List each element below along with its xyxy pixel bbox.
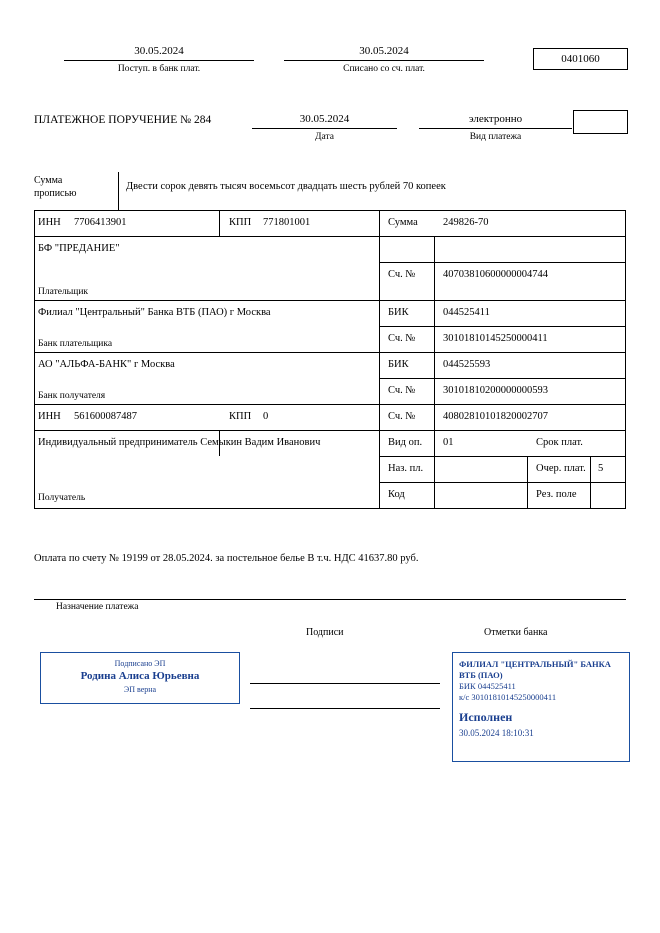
es-valid-label: ЭП верна — [123, 685, 157, 694]
payment-kind-caption: Вид платежа — [469, 132, 522, 142]
amount-label: Сумма — [388, 217, 418, 228]
payee-bank-account-value: 30101810200000000593 — [443, 385, 548, 396]
grid-line — [434, 236, 435, 508]
payee-account-value: 40802810101820002707 — [443, 411, 548, 422]
payment-purpose-caption: Назначение платежа — [56, 602, 139, 612]
received-date-caption: Поступ. в банк плат. — [117, 64, 201, 74]
payee-account-label: Сч. № — [388, 411, 416, 422]
payee-kpp-value: 0 — [263, 411, 269, 422]
payer-inn-value: 7706413901 — [74, 217, 127, 228]
document-date-value: 30.05.2024 — [252, 112, 397, 129]
payment-kind-value: электронно — [419, 112, 572, 129]
es-signer-name: Родина Алиса Юрьевна — [80, 670, 200, 682]
signatures-caption: Подписи — [306, 627, 344, 638]
payee-inn-label: ИНН — [38, 411, 61, 422]
signature-line-1 — [250, 683, 440, 684]
debited-from-account-block — [284, 44, 484, 75]
payee-inn-value: 561600087487 — [74, 411, 137, 422]
operation-kind-label: Вид оп. — [388, 437, 423, 448]
payer-bank-account-value: 30101810145250000411 — [443, 333, 548, 344]
amount-in-words-value: Двести сорок девять тысяч восемьсот двадцать шесть рублей 70 копеек — [126, 181, 446, 192]
payer-inn-label: ИНН — [38, 217, 61, 228]
document-title-row — [34, 112, 626, 144]
grid-line — [34, 430, 626, 431]
bank-stamp-status: Исполнен — [459, 710, 513, 724]
grid-line — [34, 508, 626, 509]
form-code-box: 0401060 — [533, 48, 628, 70]
grid-line — [379, 378, 626, 379]
empty-field-box — [573, 110, 628, 134]
document-date-block — [252, 112, 397, 143]
bank-execution-stamp — [452, 652, 630, 762]
payment-purpose-block — [34, 552, 626, 612]
payer-bank-caption: Банк плательщика — [38, 339, 113, 349]
bank-marks-caption: Отметки банка — [484, 627, 548, 638]
bank-stamp-branch-line1: ФИЛИАЛ "ЦЕНТРАЛЬНЫЙ" БАНКА — [459, 659, 611, 669]
priority-label: Очер. плат. — [536, 463, 586, 474]
payer-account-label: Сч. № — [388, 269, 416, 280]
payment-purpose-rule — [34, 599, 626, 600]
bank-stamp-bik: БИК 044525411 — [459, 681, 516, 691]
payee-kpp-label: КПП — [229, 411, 252, 422]
payee-bank-bik-value: 044525593 — [443, 359, 491, 370]
es-signed-label: Подписано ЭП — [114, 659, 166, 668]
payer-bank-bik-label: БИК — [388, 307, 409, 318]
amount-value: 249826-70 — [443, 217, 489, 228]
payment-kind-block — [419, 112, 572, 143]
signature-line-2 — [250, 708, 440, 709]
payment-term-label: Срок плат. — [536, 437, 583, 448]
grid-line — [379, 456, 626, 457]
received-date-value: 30.05.2024 — [64, 44, 254, 61]
grid-line — [379, 326, 626, 327]
payment-purpose-text: Оплата по счету № 19199 от 28.05.2024. за постельное белье В т.ч. НДС 41637.80 руб. — [34, 553, 419, 564]
code-label: Код — [388, 489, 405, 500]
bank-stamp-branch-line2: ВТБ (ПАО) — [459, 670, 503, 680]
amount-words-divider — [118, 172, 119, 210]
payee-bank-name: АО "АЛЬФА-БАНК" г Москва — [38, 359, 175, 370]
payee-caption: Получатель — [38, 493, 86, 503]
document-date-caption: Дата — [315, 132, 334, 142]
priority-value: 5 — [598, 463, 604, 474]
operation-kind-value: 01 — [443, 437, 454, 448]
bank-stamp-corr-account: к/с 30101810145250000411 — [459, 692, 557, 702]
grid-line — [379, 210, 380, 508]
payer-kpp-label: КПП — [229, 217, 252, 228]
bank-stamp-timestamp: 30.05.2024 18:10:31 — [459, 728, 534, 738]
grid-line — [379, 482, 626, 483]
grid-line — [379, 262, 626, 263]
amount-in-words-label-line2: прописью — [34, 188, 77, 199]
debited-date-value: 30.05.2024 — [284, 44, 484, 61]
reserve-field-label: Рез. поле — [536, 489, 577, 500]
payee-name: Индивидуальный предприниматель Семыкин Вадим Иванович — [38, 437, 321, 448]
payee-bank-caption: Банк получателя — [38, 391, 106, 401]
grid-line — [625, 210, 626, 508]
requisites-grid — [34, 210, 626, 540]
grid-line — [527, 456, 528, 508]
grid-line — [34, 352, 626, 353]
received-in-bank-block — [64, 44, 254, 75]
grid-line — [590, 456, 591, 508]
payer-account-value: 40703810600000004744 — [443, 269, 548, 280]
payer-bank-account-label: Сч. № — [388, 333, 416, 344]
electronic-signature-stamp — [40, 652, 240, 704]
payer-bank-name: Филиал "Центральный" Банка ВТБ (ПАО) г Москва — [38, 307, 271, 318]
payee-bank-bik-label: БИК — [388, 359, 409, 370]
amount-in-words-label-line1: Сумма — [34, 175, 63, 186]
debited-date-caption: Списано со сч. плат. — [343, 64, 425, 74]
payee-bank-account-label: Сч. № — [388, 385, 416, 396]
amount-in-words-label — [34, 174, 112, 200]
payer-kpp-value: 771801001 — [263, 217, 311, 228]
grid-line — [34, 236, 379, 237]
amount-in-words-block — [34, 172, 626, 211]
grid-line — [34, 404, 626, 405]
grid-line — [379, 236, 626, 237]
payer-caption: Плательщик — [38, 287, 89, 297]
page-title: ПЛАТЕЖНОЕ ПОРУЧЕНИЕ № 284 — [34, 114, 212, 126]
payment-name-label: Наз. пл. — [388, 463, 424, 474]
grid-line — [34, 300, 626, 301]
payer-name: БФ "ПРЕДАНИЕ" — [38, 243, 120, 254]
grid-line — [219, 210, 220, 236]
payer-bank-bik-value: 044525411 — [443, 307, 490, 318]
